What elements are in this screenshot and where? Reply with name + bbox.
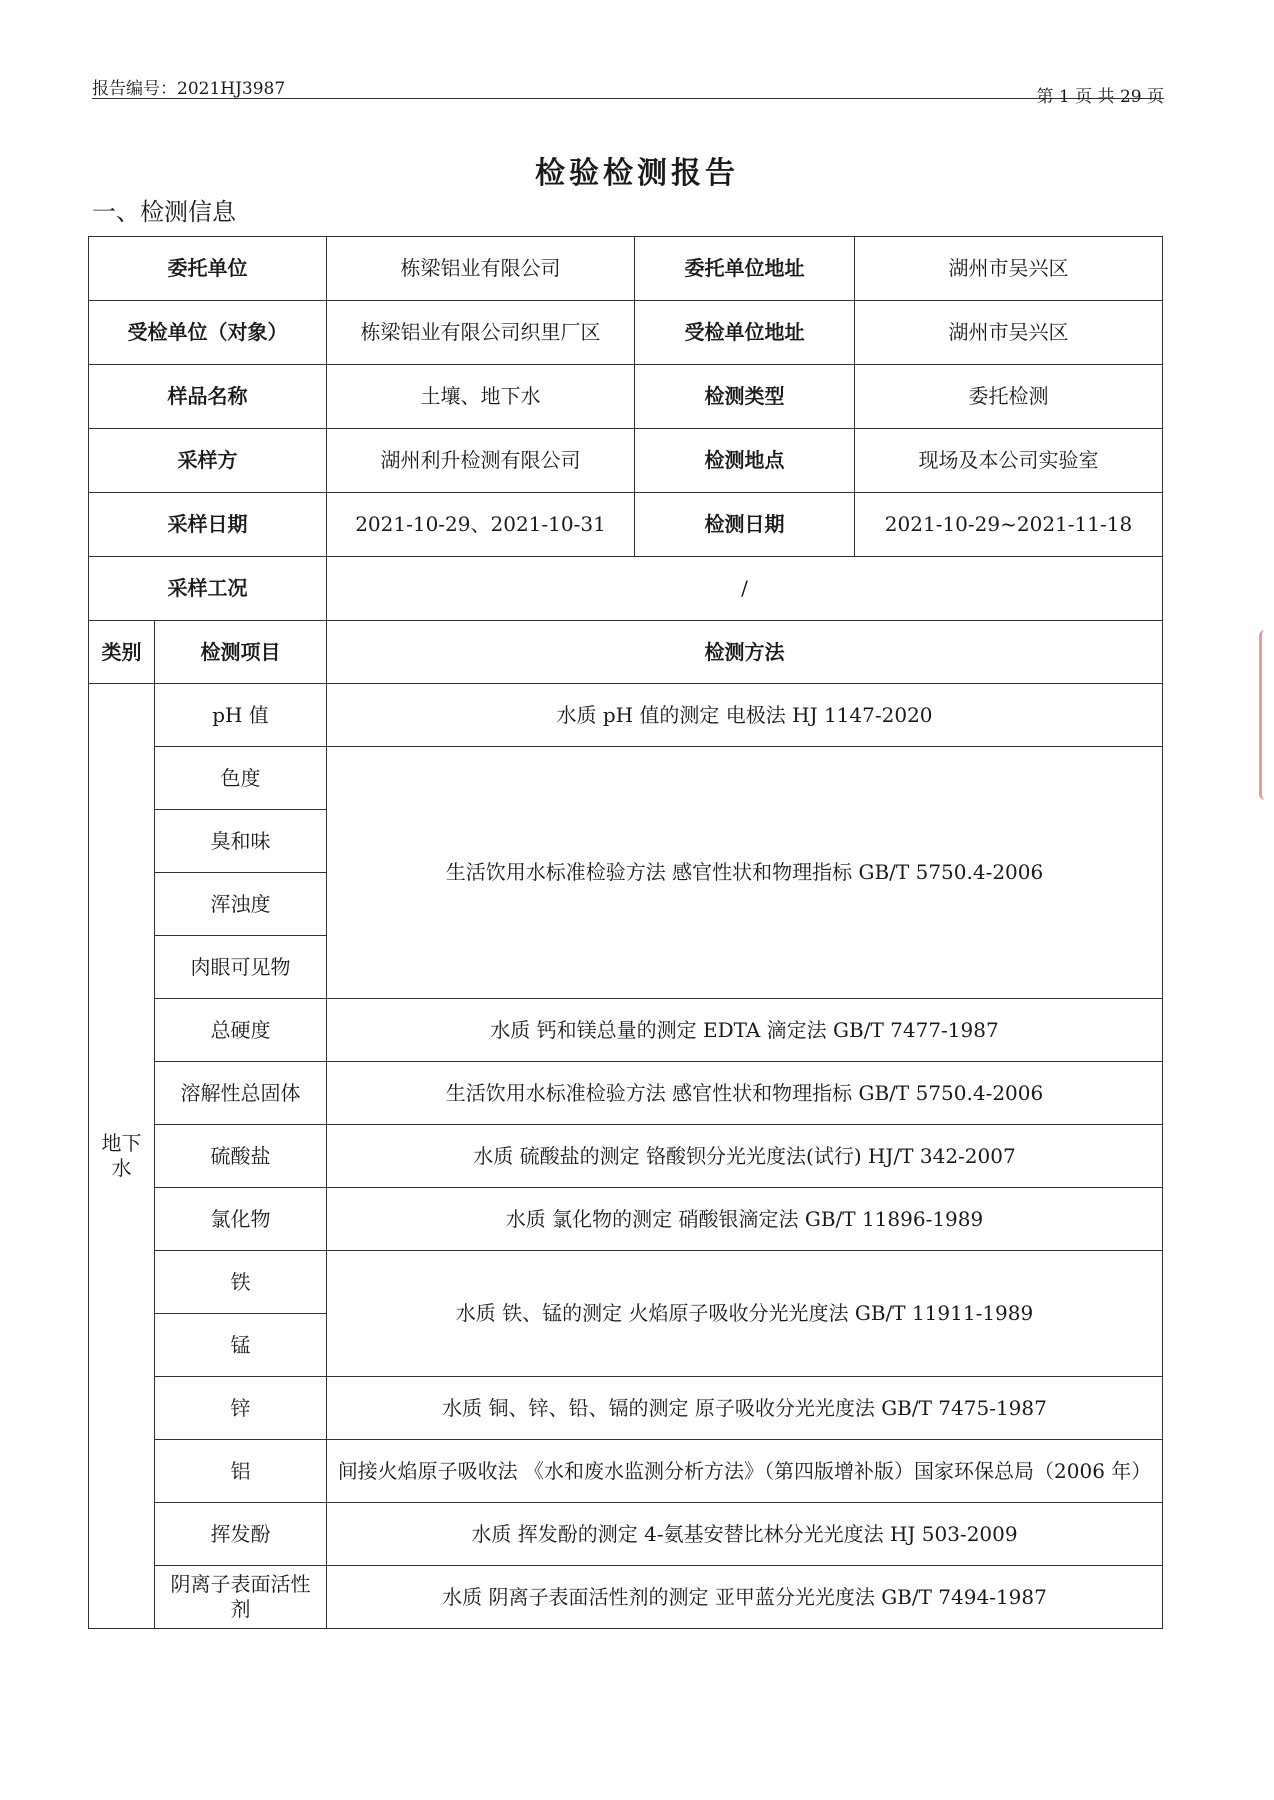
test-location-value: 现场及本公司实验室	[855, 429, 1163, 493]
method-chloride: 水质 氯化物的测定 硝酸银滴定法 GB/T 11896-1989	[327, 1188, 1163, 1251]
inspected-unit-label: 受检单位（对象）	[89, 301, 327, 365]
method-volatile-phenol: 水质 挥发酚的测定 4-氨基安替比林分光光度法 HJ 503-2009	[327, 1503, 1163, 1566]
item-odor: 臭和味	[155, 810, 327, 873]
table-row	[89, 999, 1163, 1062]
sampling-date-label: 采样日期	[89, 493, 327, 557]
section-heading: 一、检测信息	[92, 198, 236, 226]
table-row	[89, 1377, 1163, 1440]
sampling-condition-label: 采样工况	[89, 557, 327, 621]
sample-name-value: 土壤、地下水	[327, 365, 635, 429]
table-row	[89, 365, 1163, 429]
method-hardness: 水质 钙和镁总量的测定 EDTA 滴定法 GB/T 7477-1987	[327, 999, 1163, 1062]
inspection-info-table	[88, 236, 1163, 1629]
inspected-address-label: 受检单位地址	[635, 301, 855, 365]
item-iron: 铁	[155, 1251, 327, 1314]
sampling-condition-value: /	[327, 557, 1163, 621]
table-row	[89, 1251, 1163, 1314]
item-sulfate: 硫酸盐	[155, 1125, 327, 1188]
table-row	[89, 1503, 1163, 1566]
item-color: 色度	[155, 747, 327, 810]
item-visible-matter: 肉眼可见物	[155, 936, 327, 999]
client-label: 委托单位	[89, 237, 327, 301]
item-manganese: 锰	[155, 1314, 327, 1377]
table-row	[89, 557, 1163, 621]
method-header: 检测方法	[327, 621, 1163, 684]
item-tds: 溶解性总固体	[155, 1062, 327, 1125]
test-type-value: 委托检测	[855, 365, 1163, 429]
method-tds: 生活饮用水标准检验方法 感官性状和物理指标 GB/T 5750.4-2006	[327, 1062, 1163, 1125]
table-row	[89, 747, 1163, 810]
item-chloride: 氯化物	[155, 1188, 327, 1251]
sampler-value: 湖州利升检测有限公司	[327, 429, 635, 493]
item-turbidity: 浑浊度	[155, 873, 327, 936]
method-zinc: 水质 铜、锌、铅、镉的测定 原子吸收分光光度法 GB/T 7475-1987	[327, 1377, 1163, 1440]
test-date-value: 2021-10-29~2021-11-18	[855, 493, 1163, 557]
table-row	[89, 237, 1163, 301]
table-row	[89, 1062, 1163, 1125]
table-row	[89, 1440, 1163, 1503]
item-zinc: 锌	[155, 1377, 327, 1440]
item-header: 检测项目	[155, 621, 327, 684]
table-row	[89, 301, 1163, 365]
test-location-label: 检测地点	[635, 429, 855, 493]
method-sulfate: 水质 硫酸盐的测定 铬酸钡分光光度法(试行) HJ/T 342-2007	[327, 1125, 1163, 1188]
test-type-label: 检测类型	[635, 365, 855, 429]
sampler-label: 采样方	[89, 429, 327, 493]
category-header: 类别	[89, 621, 155, 684]
item-hardness: 总硬度	[155, 999, 327, 1062]
method-aluminum: 间接火焰原子吸收法 《水和废水监测分析方法》（第四版增补版）国家环保总局（2006 年）	[327, 1440, 1163, 1503]
client-address-label: 委托单位地址	[635, 237, 855, 301]
method-sensory: 生活饮用水标准检验方法 感官性状和物理指标 GB/T 5750.4-2006	[327, 747, 1163, 999]
report-number: 报告编号：2021HJ3987	[92, 79, 286, 99]
method-iron-manganese: 水质 铁、锰的测定 火焰原子吸收分光光度法 GB/T 11911-1989	[327, 1251, 1163, 1377]
client-address-value: 湖州市吴兴区	[855, 237, 1163, 301]
item-anionic-surfactant: 阴离子表面活性剂	[155, 1566, 327, 1629]
table-row	[89, 429, 1163, 493]
inspected-address-value: 湖州市吴兴区	[855, 301, 1163, 365]
page-header	[92, 70, 1164, 107]
item-ph: pH 值	[155, 684, 327, 747]
client-value: 栋梁铝业有限公司	[327, 237, 635, 301]
table-header-row	[89, 621, 1163, 684]
document-title: 检验检测报告	[535, 156, 739, 191]
table-row	[89, 1125, 1163, 1188]
test-date-label: 检测日期	[635, 493, 855, 557]
page-count: 第 1 页 共 29 页	[1036, 87, 1164, 107]
item-aluminum: 铝	[155, 1440, 327, 1503]
sampling-date-value: 2021-10-29、2021-10-31	[327, 493, 635, 557]
table-row	[89, 493, 1163, 557]
table-row	[89, 684, 1163, 747]
inspected-unit-value: 栋梁铝业有限公司织里厂区	[327, 301, 635, 365]
method-ph: 水质 pH 值的测定 电极法 HJ 1147-2020	[327, 684, 1163, 747]
sample-name-label: 样品名称	[89, 365, 327, 429]
table-row	[89, 1566, 1163, 1629]
category-cell	[89, 684, 155, 1629]
seal-stamp-edge	[1259, 630, 1274, 800]
category-groundwater: 地下水	[101, 1131, 142, 1180]
method-anionic-surfactant: 水质 阴离子表面活性剂的测定 亚甲蓝分光光度法 GB/T 7494-1987	[327, 1566, 1163, 1629]
item-volatile-phenol: 挥发酚	[155, 1503, 327, 1566]
table-row	[89, 1188, 1163, 1251]
